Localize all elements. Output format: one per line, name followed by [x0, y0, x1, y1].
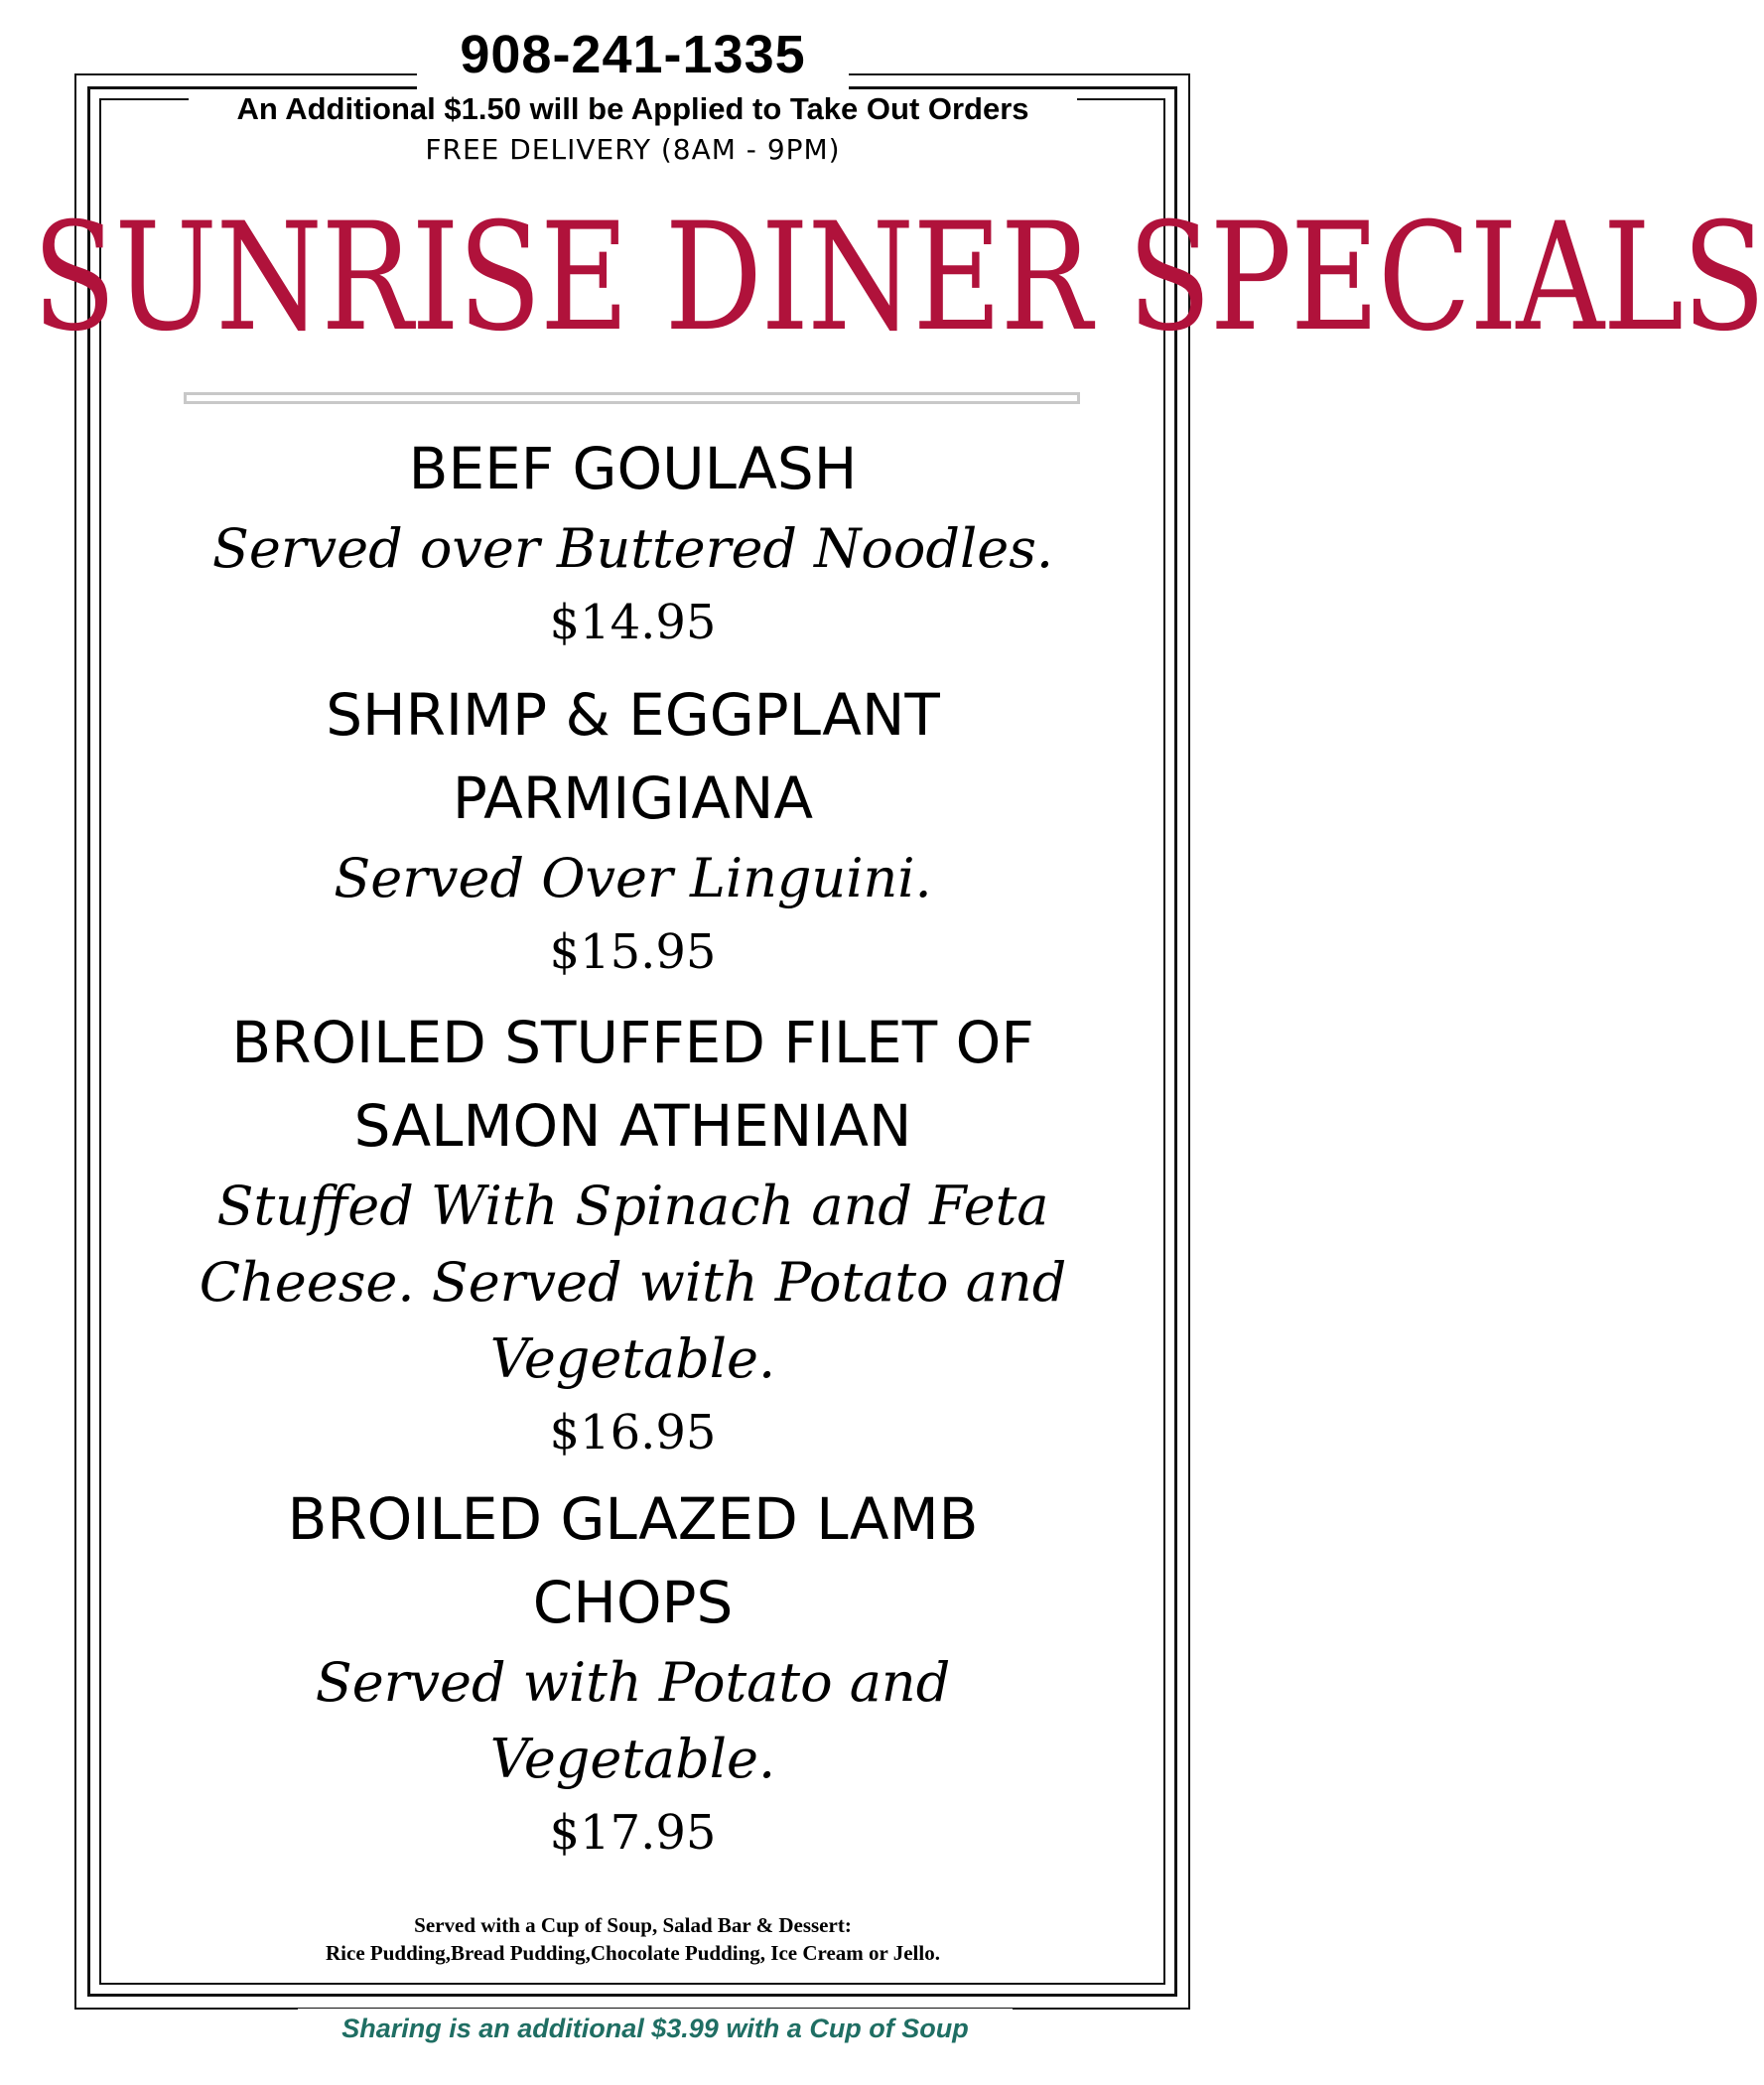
item-description: Served over Buttered Noodles.	[211, 517, 1054, 580]
item-price: $14.95	[549, 595, 717, 650]
menu-item-shrimp-eggplant	[189, 673, 1077, 988]
menu-item-beef-goulash	[189, 427, 1077, 658]
item-price: $15.95	[549, 924, 717, 980]
item-description: Cheese. Served with Potato and	[199, 1251, 1067, 1314]
item-name: CHOPS	[532, 1569, 734, 1636]
item-name: PARMIGIANA	[452, 764, 814, 832]
item-price: $16.95	[549, 1405, 717, 1460]
item-description: Vegetable.	[489, 1327, 776, 1390]
item-name: SHRIMP & EGGPLANT	[326, 681, 940, 749]
item-description: Served with Potato and Vegetable.	[315, 1651, 951, 1790]
menu-item-lamb-chops	[189, 1477, 1077, 1869]
item-description: Served Over Linguini.	[334, 847, 932, 909]
item-name: BEEF GOULASH	[408, 435, 858, 502]
footer-line-1: Served with a Cup of Soup, Salad Bar & Dessert:	[414, 1913, 852, 1937]
footer-note	[0, 1911, 1266, 1967]
takeout-note: An Additional $1.50 will be Applied to Take Out Orders	[189, 89, 1077, 129]
sharing-note: Sharing is an additional $3.99 with a Cup of Soup	[298, 2009, 1013, 2048]
footer-line-2: Rice Pudding,Bread Pudding,Chocolate Pudding, Ice Cream or Jello.	[326, 1941, 940, 1965]
item-name: SALMON ATHENIAN	[353, 1092, 912, 1160]
item-name: BROILED STUFFED FILET OF	[231, 1009, 1034, 1076]
item-description: Stuffed With Spinach and Feta	[216, 1175, 1049, 1237]
title-divider	[184, 392, 1080, 404]
item-price: $17.95	[549, 1805, 717, 1861]
menu-title: SUNRISE DINER SPECIALS	[32, 192, 1764, 364]
menu-item-salmon-athenian	[189, 1001, 1077, 1468]
delivery-note: FREE DELIVERY (8AM - 9PM)	[425, 133, 841, 166]
phone-number: 908-241-1335	[417, 20, 849, 89]
item-name: BROILED GLAZED LAMB	[287, 1485, 979, 1553]
